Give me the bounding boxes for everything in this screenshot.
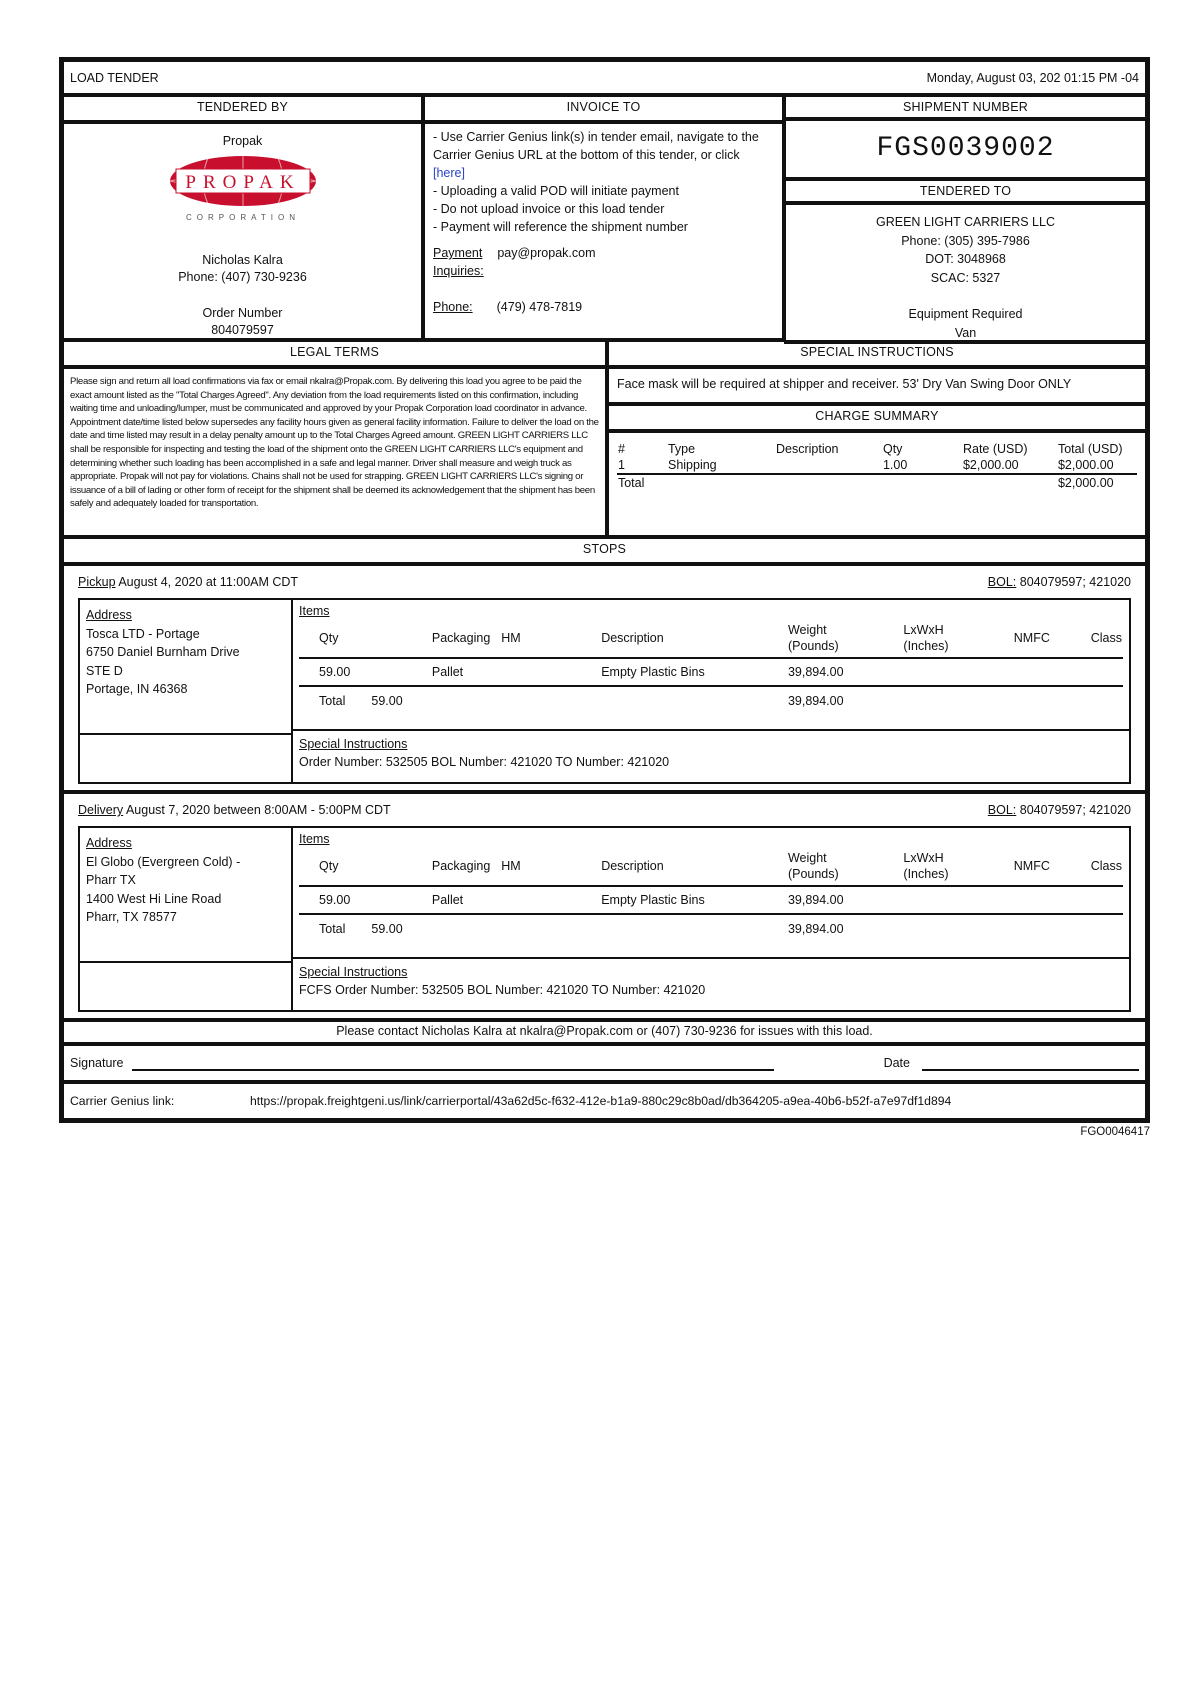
item-description: Empty Plastic Bins: [601, 893, 705, 907]
inquiries-phone-value: (479) 478-7819: [496, 300, 583, 314]
col-weight: Weight: [787, 622, 827, 637]
tendered-by-header: TENDERED BY: [62, 95, 423, 122]
total-weight: 39,894.00: [787, 921, 844, 936]
stop-delivery-address-line-2: Pharr TX: [86, 873, 136, 887]
total-label: Total: [319, 921, 346, 936]
col-hm: HM: [501, 858, 521, 873]
item-packaging: Pallet: [431, 665, 464, 679]
stop-pickup-address: [80, 600, 291, 733]
payment-label: Payment: [433, 246, 483, 260]
stop-pickup: [62, 564, 1147, 792]
carrier-scac: SCAC: 5327: [930, 270, 1001, 285]
signature-row: [62, 1044, 1147, 1082]
stop-pickup-address-line-4: Portage, IN 46368: [86, 682, 188, 696]
stop-delivery-when: August 7, 2020 between 8:00AM - 5:00PM CDT: [125, 803, 391, 817]
invoice-instruction-4: - Payment will reference the shipment number: [433, 220, 688, 234]
stop-delivery-bol-value: 804079597; 421020: [1019, 803, 1131, 817]
charge-summary-body: [607, 431, 1147, 537]
carrier-name: GREEN LIGHT CARRIERS LLC: [876, 215, 1055, 229]
legal-terms-header: LEGAL TERMS: [62, 340, 607, 367]
stop-delivery-kind: Delivery: [78, 803, 124, 817]
stop-delivery-bol-label: BOL:: [987, 803, 1017, 817]
stop-delivery-items-header: [299, 846, 1123, 886]
item-qty: 59.00: [319, 893, 351, 907]
document-title: LOAD TENDER: [70, 70, 159, 85]
tendered-to-body: [784, 203, 1147, 344]
charge-row-num: 1: [617, 458, 625, 472]
item-weight: 39,894.00: [787, 893, 844, 907]
load-tender-document: [59, 57, 1150, 1138]
col-description: Description: [601, 858, 664, 873]
stop-delivery-title: [78, 794, 1131, 826]
equipment-value: Van: [954, 325, 977, 340]
invoice-instruction-1: - Use Carrier Genius link(s) in tender email, navigate to the Carrier Genius URL at the bottom of this tender, or click: [433, 130, 759, 162]
col-dims-unit: (Inches): [903, 638, 949, 653]
item-description: Empty Plastic Bins: [601, 665, 705, 679]
col-qty: Qty: [319, 630, 339, 645]
stop-delivery-address-line-3: 1400 West Hi Line Road: [86, 891, 222, 906]
shipment-number: FGS0039002: [784, 119, 1147, 179]
stop-delivery-address-col: [80, 828, 293, 1010]
stop-pickup-items-header: [299, 618, 1123, 658]
invoice-to-section: [423, 95, 784, 340]
tender-datetime: Monday, August 03, 202 01:15 PM -04: [926, 70, 1139, 85]
total-label: Total: [319, 693, 346, 708]
stop-pickup-items-table: [299, 618, 1123, 714]
col-weight-unit: (Pounds): [787, 866, 839, 881]
col-nmfc: NMFC: [1013, 630, 1050, 645]
footer-code: FGO0046417: [1080, 1126, 1150, 1138]
charge-col-rate: Rate (USD): [962, 442, 1028, 456]
stop-delivery-detail: [78, 826, 1131, 1012]
charge-total-value: $2,000.00: [1057, 476, 1114, 490]
charge-row-qty: 1.00: [882, 458, 908, 472]
legal-terms-section: [62, 340, 607, 537]
col-dims: LxWxH: [903, 850, 944, 865]
stop-delivery-si-text: FCFS Order Number: 532505 BOL Number: 421020 TO Number: 421020: [299, 983, 706, 997]
special-instructions-header: SPECIAL INSTRUCTIONS: [607, 340, 1147, 367]
item-weight: 39,894.00: [787, 665, 844, 679]
carrier-dot: DOT: 3048968: [925, 252, 1006, 266]
item-packaging: Pallet: [431, 893, 464, 907]
stop-pickup-bol-label: BOL:: [987, 575, 1017, 589]
tendered-by-section: [62, 95, 423, 340]
signature-line[interactable]: [132, 1055, 774, 1071]
order-number-value: 804079597: [211, 323, 274, 337]
stop-delivery: [62, 792, 1147, 1020]
stop-delivery-items-col: [293, 828, 1129, 1010]
carrier-phone: Phone: (305) 395-7986: [901, 233, 1030, 248]
charge-header-row: [617, 441, 1137, 457]
stop-pickup-si-label: Special Instructions: [299, 737, 408, 751]
stop-delivery-total-row: [299, 914, 1123, 942]
stop-pickup-total-row: [299, 686, 1123, 714]
charge-col-total: Total (USD): [1057, 442, 1123, 456]
stop-pickup-address-line-2: 6750 Daniel Burnham Drive: [86, 645, 240, 659]
stop-pickup-items-label: Items: [299, 604, 330, 618]
stop-pickup-title: [78, 566, 1131, 598]
tendered-by-body: [62, 122, 423, 340]
total-qty: 59.00: [371, 693, 403, 708]
stop-delivery-special: [293, 957, 1129, 1010]
stop-delivery-items-table: [299, 846, 1123, 942]
charge-col-type: Type: [667, 442, 696, 456]
stop-pickup-items: [293, 600, 1129, 729]
stop-pickup-when: August 4, 2020 at 11:00AM CDT: [118, 575, 299, 589]
contact-line: Please contact Nicholas Kalra at nkalra@Propak.com or (407) 730-9236 for issues with this load.: [62, 1020, 1147, 1044]
invoice-to-body: [423, 122, 784, 340]
header-columns: [62, 95, 1147, 340]
stop-delivery-address-spacer: [80, 961, 291, 1010]
charge-table: [617, 441, 1137, 491]
stop-pickup-address-line-1: Tosca LTD - Portage: [86, 626, 200, 641]
tendered-to-header: TENDERED TO: [784, 179, 1147, 203]
logo-word: PROPAK: [184, 172, 301, 193]
tendered-by-company: Propak: [222, 134, 263, 148]
col-qty: Qty: [319, 858, 339, 873]
carrier-link-row: [62, 1082, 1147, 1120]
stop-delivery-items-label: Items: [299, 832, 330, 846]
signature-label: Signature: [70, 1056, 124, 1070]
stop-delivery-items: [293, 828, 1129, 957]
invoice-instruction-2: - Uploading a valid POD will initiate payment: [433, 184, 679, 198]
special-instructions-text: Face mask will be required at shipper and receiver. 53' Dry Van Swing Door ONLY: [607, 367, 1147, 404]
terms-and-charges: [62, 340, 1147, 537]
col-class: Class: [1090, 858, 1122, 873]
total-weight: 39,894.00: [787, 693, 844, 708]
date-line[interactable]: [922, 1055, 1139, 1071]
stop-pickup-bol-value: 804079597; 421020: [1019, 575, 1131, 589]
stop-delivery-item-row: [299, 886, 1123, 914]
propak-globe-logo-icon: [168, 154, 318, 222]
charge-col-description: Description: [775, 442, 839, 456]
charge-row-description: [775, 457, 882, 474]
stop-pickup-address-spacer: [80, 733, 291, 782]
charge-summary-header: CHARGE SUMMARY: [607, 404, 1147, 431]
carrier-link-label: Carrier Genius link:: [70, 1094, 175, 1108]
stop-delivery-address-line-1: El Globo (Evergreen Cold) -: [86, 854, 241, 869]
tendered-by-contact-phone: Phone: (407) 730-9236: [178, 270, 307, 284]
stop-pickup-si-text: Order Number: 532505 BOL Number: 421020 TO Number: 421020: [299, 755, 670, 769]
stop-delivery-address-line-4: Pharr, TX 78577: [86, 910, 177, 924]
charge-row: [617, 457, 1137, 474]
col-hm: HM: [501, 630, 521, 645]
special-and-charges: [607, 340, 1147, 537]
order-number-label: Order Number: [202, 306, 283, 320]
stop-pickup-items-col: [293, 600, 1129, 782]
col-dims: LxWxH: [903, 622, 944, 637]
stop-pickup-detail: [78, 598, 1131, 784]
col-dims-unit: (Inches): [903, 866, 949, 881]
here-link[interactable]: [here]: [433, 166, 465, 180]
charge-col-num: #: [617, 442, 625, 456]
stop-pickup-item-row: [299, 658, 1123, 686]
charge-row-rate: $2,000.00: [962, 458, 1019, 472]
col-weight-unit: (Pounds): [787, 638, 839, 653]
stops-header: STOPS: [62, 537, 1147, 564]
inquiries-label: Inquiries:: [433, 264, 484, 278]
document-frame: [59, 57, 1150, 1123]
stop-pickup-address-label: Address: [86, 608, 132, 622]
stop-delivery-si-label: Special Instructions: [299, 965, 408, 979]
stop-pickup-address-col: [80, 600, 293, 782]
total-qty: 59.00: [371, 921, 403, 936]
equipment-label: Equipment Required: [908, 307, 1023, 321]
date-label: Date: [883, 1056, 910, 1070]
col-description: Description: [601, 630, 664, 645]
stop-pickup-address-line-3: STE D: [86, 663, 123, 678]
inquiries-phone-label: Phone:: [433, 300, 473, 314]
payment-email: pay@propak.com: [497, 246, 596, 260]
shipment-section: [784, 95, 1147, 340]
col-packaging: Packaging: [431, 630, 491, 645]
col-class: Class: [1090, 630, 1122, 645]
col-nmfc: NMFC: [1013, 858, 1050, 873]
item-qty: 59.00: [319, 665, 351, 679]
stop-delivery-address-label: Address: [86, 836, 132, 850]
stop-pickup-kind: Pickup: [78, 575, 116, 589]
charge-row-type: Shipping: [667, 458, 717, 472]
stop-pickup-special: [293, 729, 1129, 782]
title-bar: [62, 60, 1147, 95]
propak-logo: [168, 154, 318, 225]
charge-col-qty: Qty: [882, 442, 903, 456]
invoice-instruction-3: - Do not upload invoice or this load tender: [433, 202, 665, 216]
tendered-by-contact-name: Nicholas Kalra: [202, 253, 283, 267]
charge-total-label: Total: [617, 476, 645, 490]
col-packaging: Packaging: [431, 858, 491, 873]
legal-terms-text: Please sign and return all load confirmations via fax or email nkalra@Propak.com. By delivering this load you agree to be paid the exact amount listed as the "Total Charges Agreed". Any deviation from the load requirements listed on this confirmation, including waiting time and unloading/lumper, must be communicated and approved by your Propak Corporation load coordinator in advance. Appointment date/time listed below supersedes any facility hours given as general facility information. Failure to deliver the load on the date and time listed may result in a delay penalty amount up to the Total Charges Agreed amount. GREEN LIGHT CARRIERS LLC shall be responsible for inspecting and testing the load of the shipment onto the GREEN LIGHT CARRIERS LLC's equipment and determining whether such loading has been accomplished in a safe and legal manner. Driver shall measure and weigh truck as appropriate. Propak will not pay for violations. Chains shall not be used for strapping. GREEN LIGHT CARRIERS LLC's signing or issuance of a bill of lading or other form of receipt for the shipment shall be deemed its acknowledgement that the shipment has been safely and adequately loaded for transportation.: [62, 367, 607, 537]
col-weight: Weight: [787, 850, 827, 865]
shipment-number-header: SHIPMENT NUMBER: [784, 95, 1147, 119]
carrier-link-url[interactable]: https://propak.freightgeni.us/link/carrierportal/43a62d5c-f632-412e-b1a9-880c29c8b0ad/db364205-a9ea-40b6-b52f-a7e97df1d894: [250, 1094, 952, 1108]
charge-row-total: $2,000.00: [1057, 458, 1114, 472]
logo-subtitle: CORPORATION: [185, 213, 300, 222]
invoice-to-header: INVOICE TO: [423, 95, 784, 122]
charge-total-row: [617, 474, 1137, 491]
stop-delivery-address: [80, 828, 291, 961]
